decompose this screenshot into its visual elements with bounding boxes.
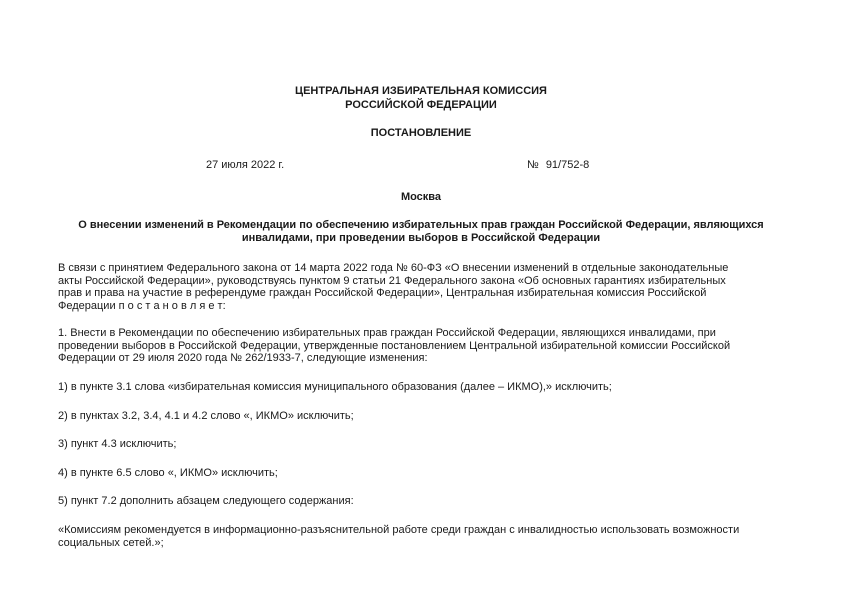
title-line-2: инвалидами, при проведении выборов в Российской Федерации	[241, 231, 601, 244]
preamble-line: Федерации п о с т а н о в л я е т:	[58, 299, 226, 312]
item-1-line: проведении выборов в Российской Федерации, утвержденные постановлением Центральной избирательной комиссии Российской	[58, 339, 731, 352]
preamble-paragraph	[58, 262, 788, 312]
change-item-text: 3) пункт 4.3 исключить;	[58, 438, 177, 450]
change-item-5	[58, 495, 788, 508]
change-item-text: 4) в пункте 6.5 слово «, ИКМО» исключить;	[58, 467, 278, 479]
change-item-text: 2) в пунктах 3.2, 3.4, 4.1 и 4.2 слово «, ИКМО» исключить;	[58, 410, 354, 422]
document-date: 27 июля 2022 г.	[206, 159, 285, 171]
preamble-line: В связи с принятием Федерального закона от 14 марта 2022 года № 60-ФЗ «О внесении изменений в отдельные законодательные	[58, 262, 729, 274]
quote-line: социальных сетей.»;	[58, 536, 164, 549]
change-item-2	[58, 410, 788, 423]
organization-name-line-1: ЦЕНТРАЛЬНАЯ ИЗБИРАТЕЛЬНАЯ КОМИССИЯ	[295, 85, 547, 97]
organization-name-line-2: РОССИЙСКОЙ ФЕДЕРАЦИИ	[345, 99, 497, 111]
document-title	[56, 219, 786, 244]
number-value: 91/752-8	[545, 159, 590, 171]
item-1-paragraph	[58, 327, 788, 365]
change-item-text: 5) пункт 7.2 дополнить абзацем следующего содержания:	[58, 495, 354, 507]
item-1-line: 1. Внести в Рекомендации по обеспечению избирательных прав граждан Российской Федерации, являющихся инвалидами, при	[58, 327, 716, 339]
change-item-4	[58, 467, 788, 480]
change-item-1	[58, 381, 788, 394]
title-line-1: О внесении изменений в Рекомендации по обеспечению избирательных прав граждан Российской Федерации, являющихся	[78, 219, 764, 231]
change-item-3	[58, 438, 788, 451]
preamble-line: акты Российской Федерации», руководствуясь пунктом 9 статьи 21 Федерального закона «Об основных гарантиях избирательных	[58, 274, 726, 287]
number-sign: №	[527, 159, 539, 171]
quoted-paragraph	[58, 524, 788, 549]
document-city: Москва	[400, 191, 442, 203]
item-1-line: Федерации от 29 июля 2020 года № 262/1933-7, следующие изменения:	[58, 352, 428, 365]
document-type: ПОСТАНОВЛЕНИЕ	[370, 127, 472, 139]
quote-line: «Комиссиям рекомендуется в информационно-разъяснительной работе среди граждан с инвалидностью использовать возможности	[58, 524, 740, 536]
document-header	[0, 84, 842, 112]
preamble-line: прав и права на участие в референдуме граждан Российской Федерации», Центральная избирательная комиссия Российской	[58, 287, 707, 300]
change-item-text: 1) в пункте 3.1 слова «избирательная комиссия муниципального образования (далее – ИКМО),» исключить;	[58, 381, 612, 393]
document-number	[527, 158, 589, 172]
